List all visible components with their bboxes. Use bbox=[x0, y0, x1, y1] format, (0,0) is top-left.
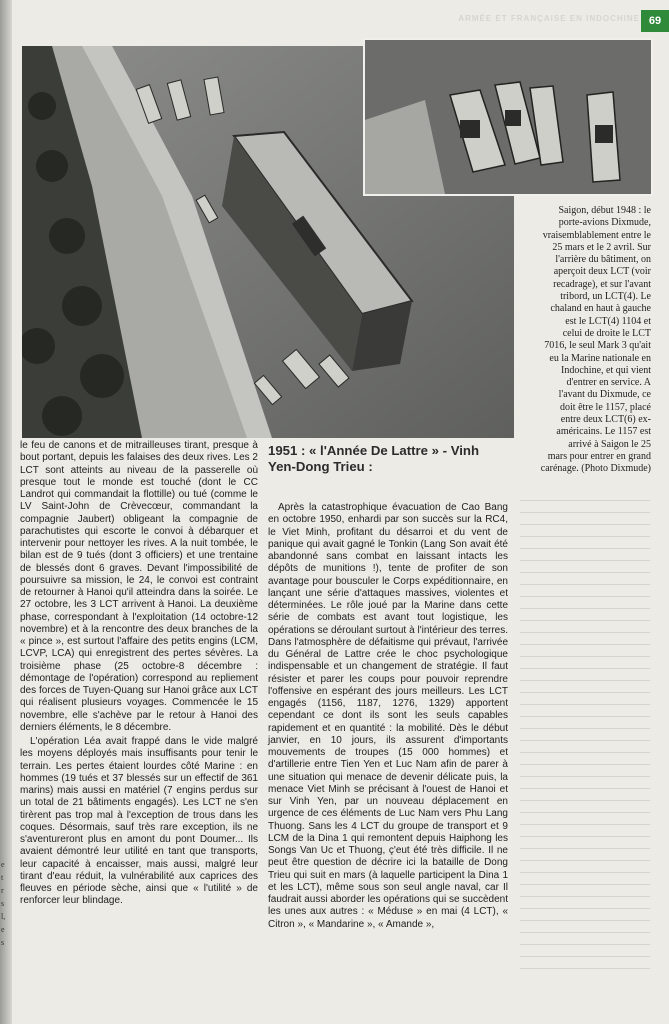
caption-line: celui de droite le LCT bbox=[562, 327, 651, 339]
caption-line: recadrage), et sur l'avant bbox=[553, 278, 651, 290]
body-paragraph: Après la catastrophique évacuation de Cao Bang en octobre 1950, enhardi par son succès sur la RC4, le Viet Minh, profitant du désarroi et du vent de panique qui avait gagné le Tonkin (Lang Son avait été abandonné sans combat en laissant intacts les dépôts de munitions !), tente de profiter de son avantage pour bousculer le Corps expéditionnaire, en lançant une série d'attaques massives, violentes et déterminées. Le rôle joué par la Marine dans cette série de combats est avant tout logistique, les opérations se déroulant surtout à l'intérieur des terres. Dans l'atmosphère de défaitisme qui prévaut, l'arrivée du Général de Lattre crée le choc psychologique indispensable et un changement de stratégie. Il faut résister et parer les coups pour pouvoir reprendre l'offensive en espérant des jours meilleurs. Les LCT engagés (1156, 1187, 1276, 1329) apportent cependant ce dont ils sont les seuls capables rapidement et en quantité : la mobilité. Dès le début janvier, en 10 jours, ils assurent d'importants mouvements de troupes (15 000 hommes) et d'artillerie entre Tien Yen et Luc Nam afin de parer à une situation qui menace de devenir délicate puis, la menace Viet Minh se précisant à l'ouest de Hanoi et sur Vinh Yen, par un nouveau déplacement en urgence de ces éléments de Luc Nam vers Phu Lang Thuong. Sans les 4 LCT du groupe de transport et 9 LCM de la Dina 1 qui remontent depuis Haiphong les Songs Van Uc et Thuong, ç'eut été très difficile. Il ne peut être question de décrire ici la bataille de Dong Trieu qui suit en mars (à laquelle participent la Dina 1 et les LCT), même sous son seul angle naval, car Il faudrait aussi aborder les opérations qui se succèdent les unes aux autres : « Méduse » en mai (4 LCT), « Citron », « Mandarine », « Amande », bbox=[268, 502, 508, 930]
margin-letter: s bbox=[1, 938, 5, 947]
caption-line: 25 mars et le 2 avril. Sur bbox=[552, 241, 651, 253]
photo-caption bbox=[518, 205, 651, 476]
caption-line: entre deux LCT(6) ex- bbox=[560, 414, 651, 426]
bleed-through-text bbox=[520, 500, 650, 980]
caption-line: américains. Le 1157 est bbox=[556, 426, 651, 438]
body-paragraph: L'opération Léa avait frappé dans le vide malgré les moyens déployés mais insuffisants pour tenir le terrain. Les pertes étaient lourdes côté Marine : en hommes (19 tués et 37 blessés sur un effectif de 361 marins) mais aussi en matériel (7 engins perdus sur un total de 21 bâtiments engagés). Les LCT ne s'en tirèrent pas trop mal à l'exception de trous dans les coques. Désormais, sauf très rare exception, ils ne s'aventureront plus en amont du pont Doumer... Ils avaient démontré leur utilité en tant que transports, leur capacité à encaisser, mais aussi, malgré leur tirant d'eau réduit, la vulnérabilité aux caprices des fleuves en période sèche, ainsi que « l'utilité » de renforcer leur blindage. bbox=[20, 736, 258, 907]
margin-fragment bbox=[1, 858, 9, 949]
margin-letter: s bbox=[1, 899, 5, 908]
left-text-column bbox=[20, 440, 258, 910]
caption-line: arrivé à Saigon le 25 bbox=[568, 438, 651, 450]
section-title: 1951 : « l'Année De Lattre » - Vinh Yen-Dong Trieu : bbox=[268, 443, 480, 474]
margin-letter: r bbox=[1, 886, 4, 895]
caption-line: l'arrière du bâtiment, on bbox=[555, 254, 651, 266]
caption-line: eu la Marine nationale en bbox=[549, 352, 651, 364]
margin-letter: t bbox=[1, 873, 4, 882]
caption-line: tribord, un LCT(4). Le bbox=[560, 291, 651, 303]
caption-line: 7016, le seul Mark 3 qu'ait bbox=[544, 340, 651, 352]
middle-text-column bbox=[268, 443, 508, 933]
caption-line: aperçoit deux LCT (voir bbox=[553, 266, 651, 278]
caption-line: l'avant du Dixmude, ce bbox=[558, 389, 651, 401]
inset-photo-lct-vessels bbox=[363, 38, 653, 196]
caption-line: Indochine, et qui vient bbox=[561, 364, 651, 376]
running-header: ARMÉE ET FRANÇAISE EN INDOCHINE bbox=[458, 14, 640, 23]
body-paragraph: le feu de canons et de mitrailleuses tirant, presque à bout portant, depuis les falaises des deux rives. Les 2 LCT sont atteints au niveau de la passerelle où presque tout le monde est touché (dont le CC Landrot qui commandait la flottille) ou tué (comme le LV Saint-John de Crèvecœur, commandant la compagnie Jaubert) obligeant la compagnie de parachutistes qui escorte le convoi à débarquer et intervenir pour nettoyer les rives. A la nuit tombée, le bilan est de 9 tués (dont 3 officiers) et une trentaine de blessés dont 6 graves. Devant l'impossibilité de poursuivre sa mission, le 24, le convoi est contraint de retourner à Hanoi qu'il atteindra dans la soirée. Le 27 octobre, les 3 LCT arrivent à Hanoi. La deuxième phase, correspondant à l'exploitation (14 octobre-12 novembre) et à la rencontre des deux branches de la « pince », est surtout l'affaire des petits engins (LCM, LCVP, LCA) qui enregistrent des pertes sévères. La troisième phase (25 octobre-8 décembre : démontage de l'opération) correspond au repliement des forces de Tuyen-Quang sur Hanoi grâce aux LCT qui réalisent plusieurs voyages. Commencée le 15 novembre, elle s'achève par le retour à Hanoi des derniers éléments, le 8 décembre. bbox=[20, 440, 258, 733]
caption-line: vraisemblablement entre le bbox=[542, 229, 651, 241]
caption-line-text: porte-avions Dixmude, bbox=[558, 217, 651, 229]
caption-line: mars pour entrer en grand bbox=[547, 450, 651, 462]
page-number: 69 bbox=[641, 10, 669, 32]
inset-photo-drawing bbox=[365, 40, 651, 194]
caption-line: carénage. (Photo Dixmude) bbox=[540, 463, 651, 475]
margin-letter: l, bbox=[1, 912, 6, 921]
caption-line: d'entrer en service. A bbox=[566, 377, 651, 389]
margin-letter: e bbox=[1, 925, 5, 934]
caption-line: chaland en haut à gauche bbox=[550, 303, 651, 315]
caption-line: doit être le 1157, placé bbox=[560, 401, 651, 413]
margin-letter: e bbox=[1, 860, 5, 869]
caption-line bbox=[518, 217, 651, 229]
caption-line: Saigon, début 1948 : le bbox=[558, 205, 651, 216]
caption-line: est le LCT(4) 1104 et bbox=[565, 315, 651, 327]
